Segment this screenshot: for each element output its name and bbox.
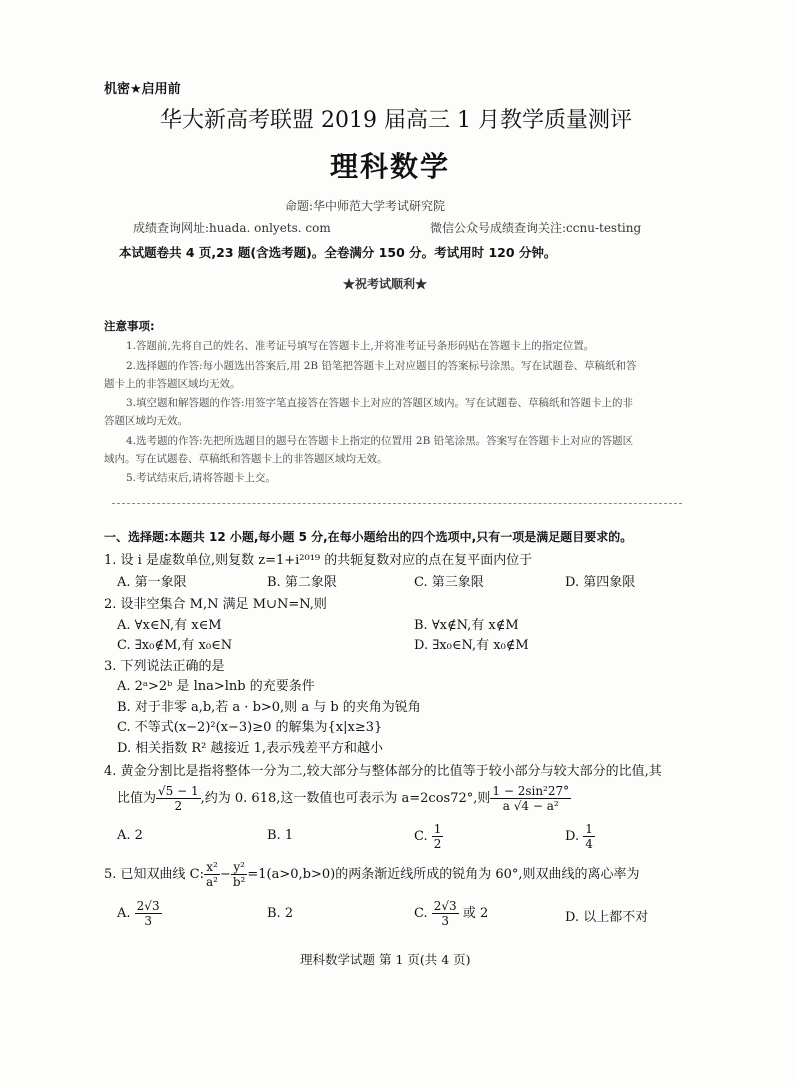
section-1-heading: 一、选择题:本题共 12 小题,每小题 5 分,在每小题给出的四个选项中,只有一项是满足题目要求的。 [104,530,633,544]
q5-option-c-suffix: 或 2 [462,906,489,921]
good-luck-line: ★祝考试顺利★ [343,277,428,291]
q4-stem-line2 [117,784,571,813]
q4-option-c [414,822,443,851]
q5-option-b: B. 2 [267,906,294,921]
q1-option-c: C. 第三象限 [414,575,484,590]
q2-option-c: C. ∃x₀∉M,有 x₀∈N [117,638,233,653]
q4-option-d-denominator: 4 [585,837,593,851]
q5-option-d: D. 以上都不对 [565,910,649,925]
q5-option-a-numerator: 2√3 [136,899,160,913]
q5-x-denominator: a² [206,875,218,889]
q1-option-b: B. 第二象限 [267,575,337,590]
golden-ratio-numerator: √5 − 1 [158,784,199,798]
q4-expression-fraction [490,784,571,813]
q5-y-numerator: y² [231,860,248,875]
q2-option-b: B. ∀x∉N,有 x∉M [414,618,519,633]
author-line: 命题:华中师范大学考试研究院 [285,199,446,213]
exam-title: 华大新高考联盟 2019 届高三 1 月教学质量测评 [160,108,632,133]
page-footer: 理科数学试题 第 1 页(共 4 页) [300,952,471,967]
q5-option-c-label: C. [414,906,428,921]
notice-item-5: 5.考试结束后,请将答题卡上交。 [126,472,276,484]
q5-option-a-label: A. [117,906,131,921]
notice-heading: 注意事项: [104,319,155,333]
q5-option-a-denominator: 3 [144,914,152,928]
confidential-label: 机密★启用前 [104,82,181,97]
q4-expression-numerator: 1 − 2sin²27° [492,784,570,798]
notice-item-1: 1.答题前,先将自己的姓名、准考证号填写在答题卡上,并将准考证号条形码贴在答题卡上的指定位置。 [126,340,595,352]
website-line: 成绩查询网址:huada. onlyets. com [133,221,331,235]
notice-item-4-line1: 4.选考题的作答:先把所选题目的题号在答题卡上指定的位置用 2B 铅笔涂黑。答案写在答题卡上对应的答题区 [126,435,634,447]
q4-option-c-fraction [432,822,444,851]
q4-option-d [565,822,595,851]
q5-minus-sign: − [219,867,231,882]
q1-stem: 1. 设 i 是虚数单位,则复数 z=1+i²⁰¹⁹ 的共轭复数对应的点在复平面内位于 [104,553,533,568]
q5-option-a-fraction [135,899,162,928]
q4-stem-prefix: 比值为 [117,791,157,806]
q4-option-d-label: D. [565,829,580,844]
q3-option-d: D. 相关指数 R² 越接近 1,表示残差平方和越小 [117,741,384,756]
q4-option-b: B. 1 [267,828,294,843]
q5-y-denominator: b² [232,875,246,889]
q5-option-c-fraction [432,899,459,928]
wechat-line: 微信公众号成绩查询关注:ccnu-testing [430,221,642,235]
notice-item-2-line2: 题卡上的非答题区域均无效。 [104,378,241,390]
q1-option-d: D. 第四象限 [565,575,636,590]
q4-stem-line1: 4. 黄金分割比是指将整体一分为二,较大部分与整体部分的比值等于较小部分与较大部分的比值,其 [104,764,662,779]
golden-ratio-fraction [156,784,201,813]
q5-stem [104,860,640,889]
q3-option-a: A. 2ᵃ>2ᵇ 是 lna>lnb 的充要条件 [117,679,315,694]
section-divider [112,503,682,504]
q5-x-numerator: x² [204,860,220,875]
q4-option-d-fraction [583,822,595,851]
golden-ratio-denominator: 2 [174,799,183,813]
q5-y-fraction [231,860,248,889]
q2-option-a: A. ∀x∈N,有 x∈M [117,618,222,633]
notice-item-3-line1: 3.填空题和解答题的作答:用签字笔直接答在答题卡上对应的答题区域内。写在试题卷、草稿纸和答题卡上的非 [126,397,634,409]
notice-item-4-line2: 域内。写在试题卷、草稿纸和答题卡上的非答题区域均无效。 [104,453,388,465]
q4-expression-denominator: a √4 − a² [502,799,559,813]
exam-info: 本试题卷共 4 页,23 题(含选考题)。全卷满分 150 分。考试用时 120 分钟。 [119,245,557,260]
q1-option-a: A. 第一象限 [117,575,187,590]
q4-option-c-denominator: 2 [433,837,442,851]
q2-stem: 2. 设非空集合 M,N 满足 M∪N=N,则 [104,597,327,612]
q4-option-c-label: C. [414,829,428,844]
q4-option-c-numerator: 1 [433,822,442,836]
q3-option-b: B. 对于非零 a,b,若 a · b>0,则 a 与 b 的夹角为锐角 [117,700,421,715]
q5-x-fraction [204,860,220,889]
q5-stem-prefix: 5. 已知双曲线 C: [104,867,204,882]
q5-option-c [414,899,488,928]
notice-item-3-line2: 答题区域均无效。 [104,415,188,427]
q4-option-a: A. 2 [117,828,143,843]
q4-option-d-numerator: 1 [585,822,593,836]
q4-stem-middle: ,约为 0. 618,这一数值也可表示为 a=2cos72°,则 [200,791,491,806]
q5-option-c-denominator: 3 [441,914,450,928]
notice-item-2-line1: 2.选择题的作答:每小题选出答案后,用 2B 铅笔把答题卡上对应题目的答案标号涂黑。写在试题卷、草稿纸和答 [126,360,637,372]
subject-title: 理科数学 [330,150,451,183]
q3-stem: 3. 下列说法正确的是 [104,659,225,674]
q3-option-c: C. 不等式(x−2)²(x−3)≥0 的解集为{x|x≥3} [117,720,383,735]
q5-option-c-numerator: 2√3 [433,899,457,913]
q2-option-d: D. ∃x₀∈N,有 x₀∉M [414,638,529,653]
q5-stem-suffix: =1(a>0,b>0)的两条渐近线所成的锐角为 60°,则双曲线的离心率为 [247,867,640,882]
q5-option-a [117,899,162,928]
